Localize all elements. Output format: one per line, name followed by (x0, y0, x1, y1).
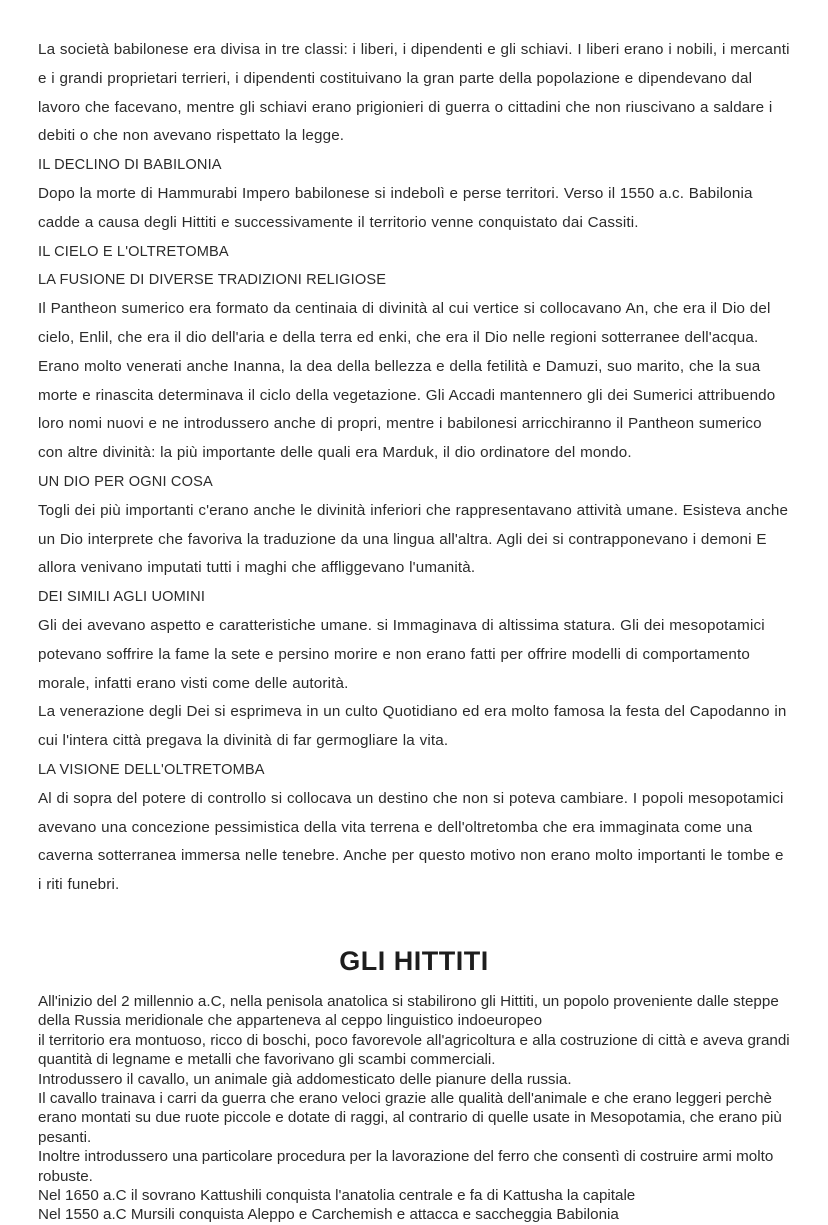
hittiti-line: Nel 1550 a.C Mursili conquista Aleppo e Carchemish e attacca e saccheggia Babilonia (38, 1206, 619, 1224)
page-title-gli-hittiti: GLI HITTITI (339, 945, 489, 976)
paragraph-societa-babilonese: La società babilonese era divisa in tre classi: i liberi, i dipendenti e gli schiavi. I liberi erano i nobili, i mercanti e i grandi proprietari terrieri, i dipendenti costituivano la gran parte della popolazione e dipendevano dal lavoro che facevano, mentre gli schiavi erano prigionieri di guerra o cittadini che non riuscivano a saldare i debiti o che non avevano rispettato la legge. (38, 41, 790, 145)
document-body (38, 36, 790, 1225)
heading-dei-simili-agli-uomini: DEI SIMILI AGLI UOMINI (38, 589, 206, 606)
paragraph-visione-oltretomba: Al di sopra del potere di controllo si collocava un destino che non si poteva cambiare. I popoli mesopotamici avevano una concezione pessimistica della vita terrena e dell'oltretomba che era immaginata come una caverna sotterranea immersa nelle tenebre. Anche per questo motivo non erano molto importanti le tombe e i riti funebri. (38, 789, 784, 894)
paragraph-fusione-tradizioni: Il Pantheon sumerico era formato da centinaia di divinità al cui vertice si collocavano An, che era il Dio del cielo, Enlil, che era il dio dell'aria e della terra ed enki, che era il Dio nelle regioni sotterranee dell'acqua. Erano molto venerati anche Inanna, la dea della bellezza e della fetilità e Damuzi, suo marito, che la sua morte e rinascita determinava il ciclo della vegetazione. Gli Accadi mantennero gli dei Sumerici attribuendo loro nomi nuovi e ne introdussero anche di propri, mentre i babilonesi arricchiranno il Pantheon sumerico con altre divinità: la più importante delle quali era Marduk, il dio ordinatore del mondo. (38, 300, 776, 462)
hittiti-line: Inoltre introdussero una particolare procedura per la lavorazione del ferro che consentì di costruire armi molto robuste. (38, 1148, 774, 1185)
hittiti-line: Nel 1650 a.C il sovrano Kattushili conquista l'anatolia centrale e fa di Kattusha la capitale (38, 1186, 636, 1204)
paragraph-un-dio-per-ogni-cosa: Togli dei più importanti c'erano anche le divinità inferiori che rappresentavano attività umane. Esisteva anche un Dio interprete che favoriva la traduzione da una lingua all'altra. Agli dei si contrapponevano i demoni E allora venivano imputati tutti i maghi che affliggevano l'umanità. (38, 501, 789, 577)
hittiti-line: All'inizio del 2 millennio a.C, nella penisola anatolica si stabilirono gli Hittiti, un popolo proveniente dalle steppe della Russia meridionale che apparteneva al ceppo linguistico indoeuropeo (38, 992, 779, 1030)
paragraph-declino-babilonia: Dopo la morte di Hammurabi Impero babilonese si indebolì e perse territori. Verso il 1550 a.c. Babilonia cadde a causa degli Hittiti e successivamente il territorio venne conquistato dai Cassiti. (38, 184, 753, 231)
hittiti-line: Introdussero il cavallo, un animale già addomesticato delle pianure della russia. (38, 1070, 572, 1088)
heading-visione-oltretomba: LA VISIONE DELL'OLTRETOMBA (38, 761, 265, 778)
hittiti-line: Il cavallo trainava i carri da guerra che erano veloci grazie alle qualità dell'animale e che erano leggeri perchè erano montati su due ruote piccole e dotate di raggi, al contrario di quelle usate in Mesopotamia, che erano più pesanti. (38, 1089, 782, 1146)
paragraph-venerazione-dei: La venerazione degli Dei si esprimeva in un culto Quotidiano ed era molto famosa la festa del Capodanno in cui l'intera città pregava la divinità di far germogliare la vita. (38, 703, 787, 750)
mesopotamia-religion-section (38, 36, 790, 900)
heading-fusione-tradizioni: LA FUSIONE DI DIVERSE TRADIZIONI RELIGIOSE (38, 272, 387, 289)
hittiti-line: il territorio era montuoso, ricco di boschi, poco favorevole all'agricoltura e alla costruzione di città e aveva grandi quantità di legname e metalli che favorivano gli scambi commerciali. (38, 1031, 790, 1069)
heading-declino-babilonia: IL DECLINO DI BABILONIA (38, 157, 222, 174)
heading-cielo-oltretomba: IL CIELO E L'OLTRETOMBA (38, 243, 229, 260)
hittiti-section (38, 978, 790, 1225)
heading-un-dio-per-ogni-cosa: UN DIO PER OGNI COSA (38, 473, 213, 490)
paragraph-dei-simili-agli-uomini: Gli dei avevano aspetto e caratteristiche umane. si Immaginava di altissima statura. Gli dei mesopotamici potevano soffrire la fame la sete e persino morire e non erano fatti per offrire modelli di comportamento morale, infatti erano visti come delle autorità. (38, 616, 765, 692)
